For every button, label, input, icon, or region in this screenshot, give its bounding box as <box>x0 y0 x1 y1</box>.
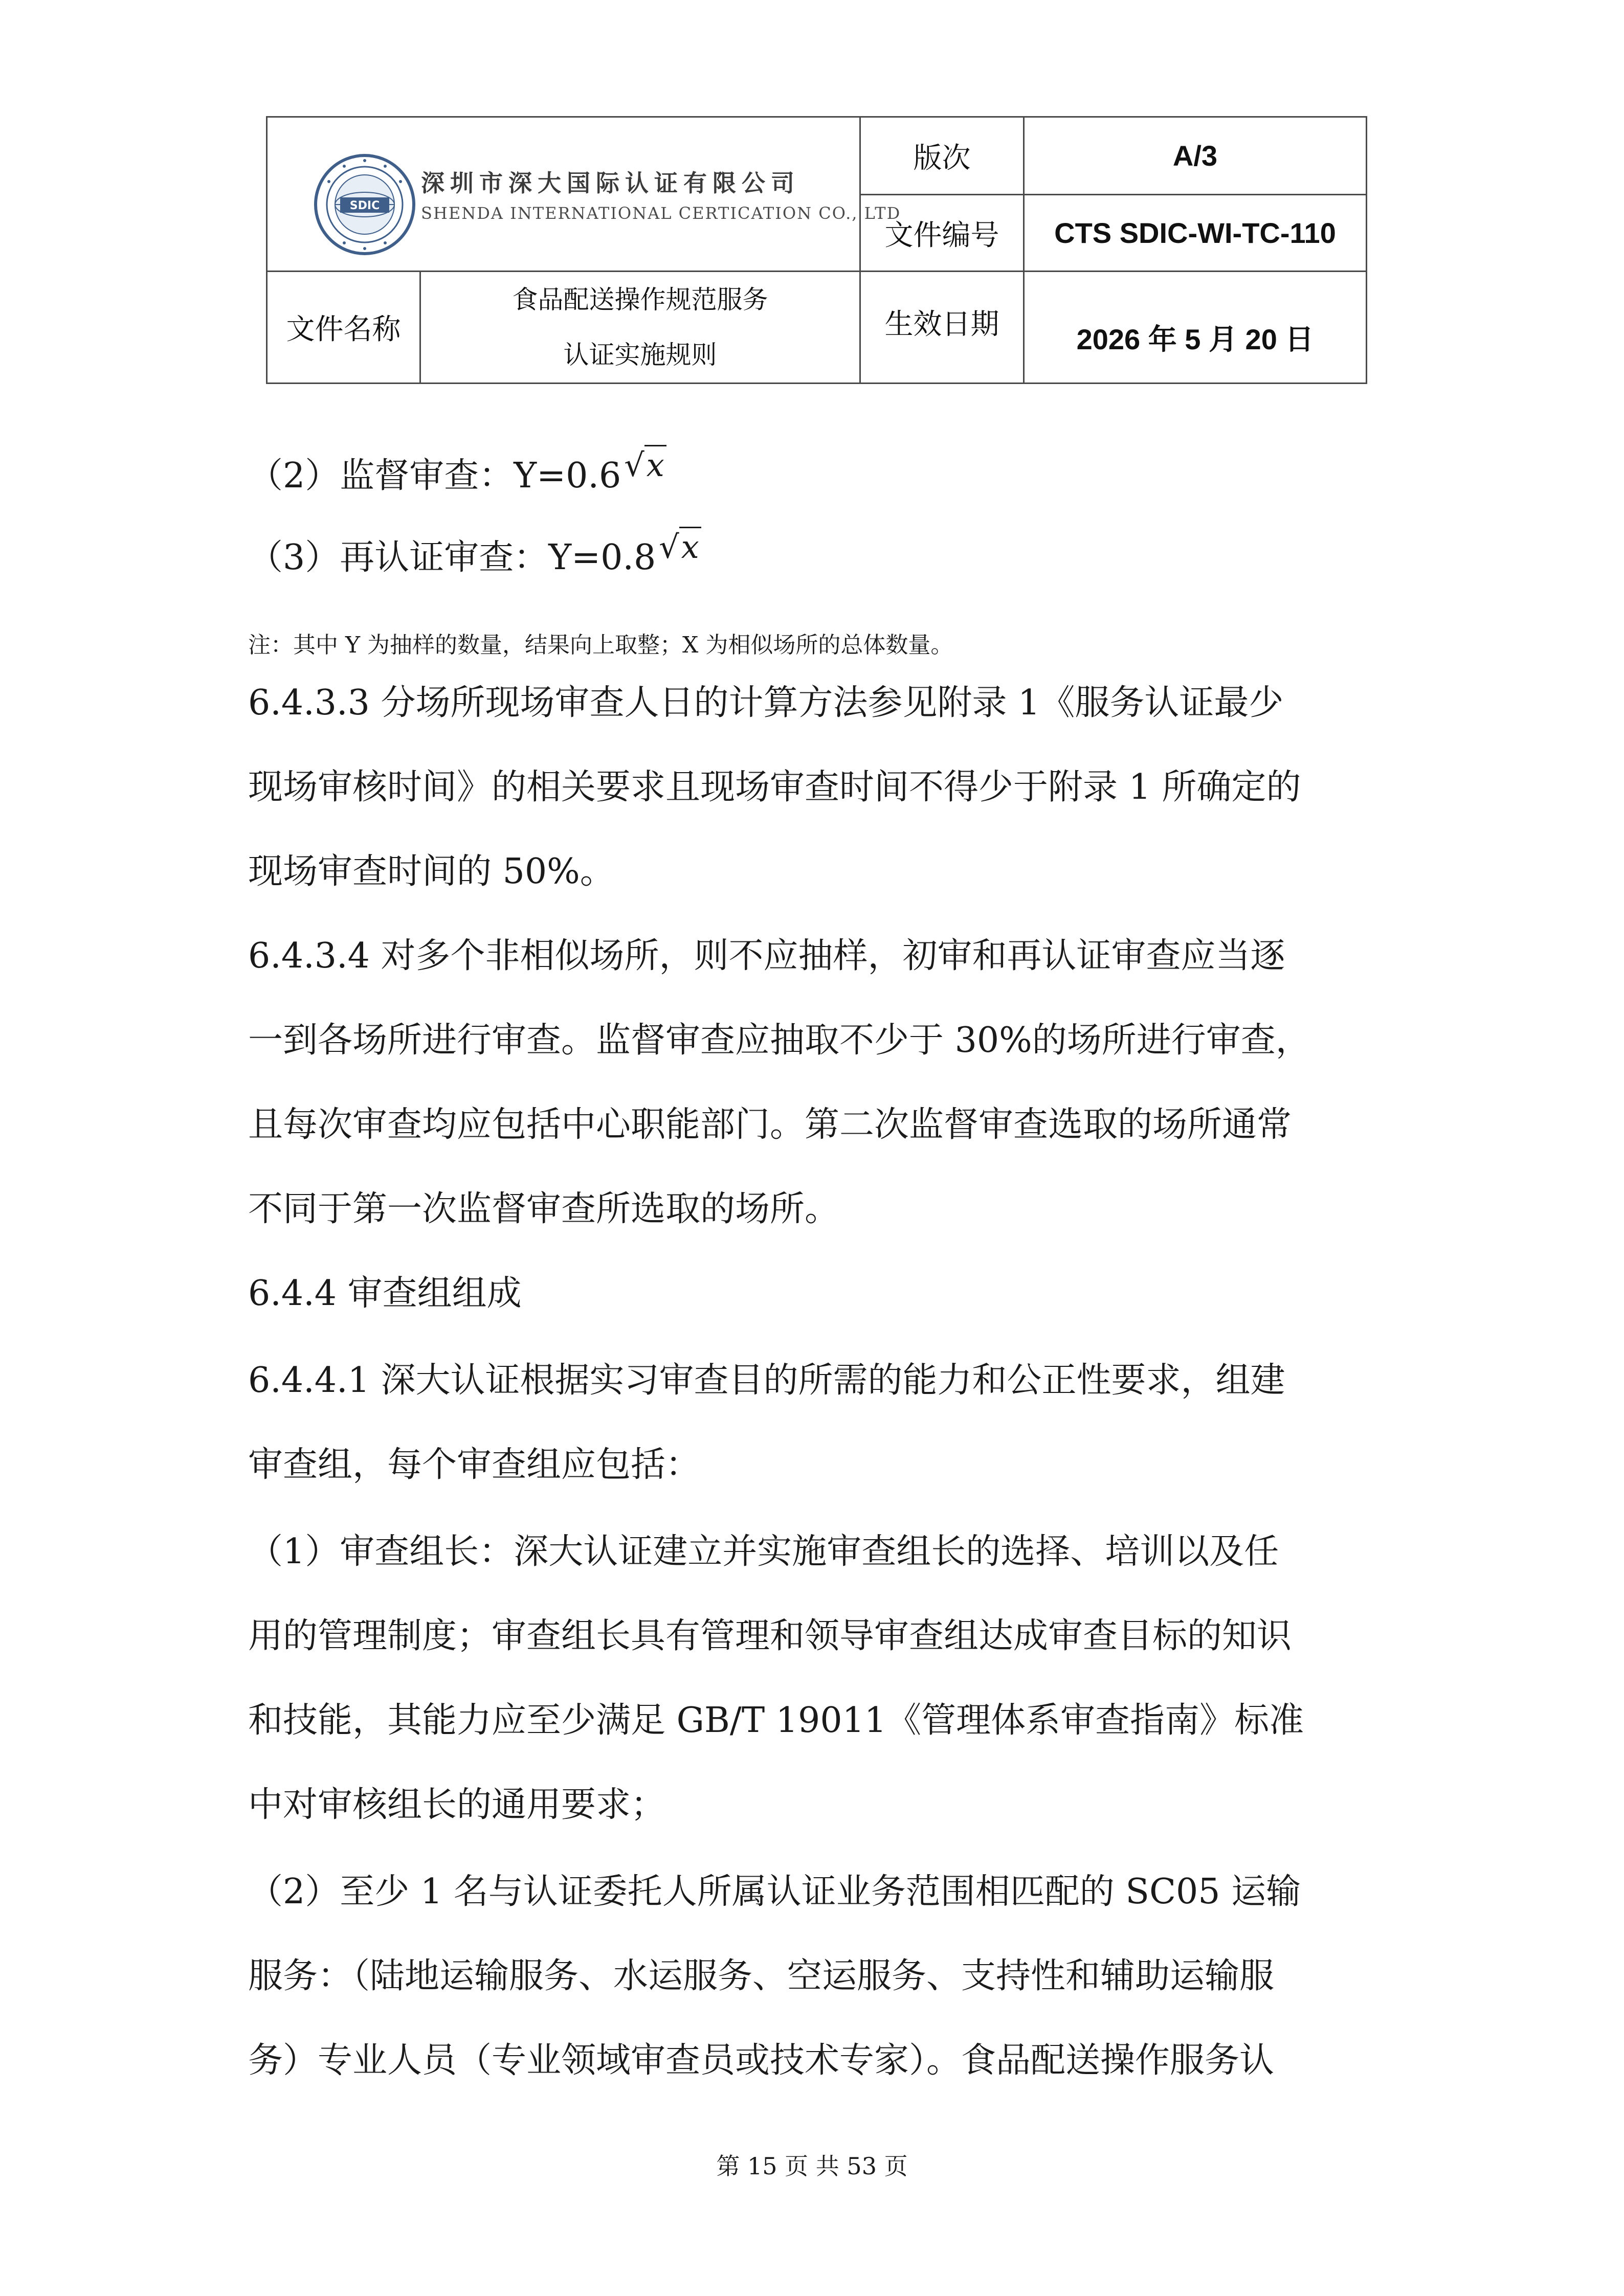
text-line: 6.4.3.4 对多个非相似场所，则不应抽样，初审和再认证审查应当逐 <box>248 936 1285 976</box>
company-name-cn: 深圳市深大国际认证有限公司 <box>421 169 800 197</box>
radicand: x <box>644 445 666 484</box>
svg-text:SDIC: SDIC <box>349 199 380 212</box>
square-root-icon: √x <box>624 445 666 486</box>
document-header-table <box>266 116 1367 384</box>
text-line: 服务：（陆地运输服务、水运服务、空运服务、支持性和辅助运输服 <box>248 1956 1275 1996</box>
text-line: 6.4.3.3 分场所现场审查人日的计算方法参见附录 1《服务认证最少 <box>248 683 1284 723</box>
section-heading: 6.4.4 审查组组成 <box>248 1273 522 1314</box>
text-line: 审查组，每个审查组应包括： <box>248 1445 701 1485</box>
text-line: 务）专业人员（专业领域审查员或技术专家）。食品配送操作服务认 <box>248 2040 1275 2081</box>
radicand: x <box>679 527 701 566</box>
text-line: 用的管理制度；审查组长具有管理和领导审查组达成审查目标的知识 <box>248 1616 1292 1656</box>
company-name-en: SHENDA INTERNATIONAL CERTICATION CO., LTD <box>421 204 901 223</box>
formula-recertification <box>248 527 1389 578</box>
docname-value <box>420 272 860 384</box>
docname-line-2: 认证实施规则 <box>563 340 717 370</box>
docname-label: 文件名称 <box>267 272 420 384</box>
formula-text: （2）监督审查：Y=0.6 <box>248 456 621 496</box>
company-seal-icon <box>314 153 416 256</box>
docno-label: 文件编号 <box>860 195 1024 272</box>
effective-date-label: 生效日期 <box>860 272 1024 384</box>
version-value: A/3 <box>1024 117 1367 195</box>
page-number: 第 15 页 共 53 页 <box>716 2152 908 2180</box>
text-line: （1）审查组长：深大认证建立并实施审查组长的选择、培训以及任 <box>248 1532 1279 1572</box>
docno-value: CTS SDIC-WI-TC-110 <box>1024 195 1367 272</box>
text-line: 和技能，其能力应至少满足 GB/T 19011《管理体系审查指南》标准 <box>248 1700 1304 1741</box>
text-line: 现场审查时间的 50%。 <box>248 851 615 892</box>
formula-surveillance <box>248 445 1389 497</box>
version-label: 版次 <box>860 117 1024 195</box>
text-line: 现场审核时间》的相关要求且现场审查时间不得少于附录 1 所确定的 <box>248 767 1301 807</box>
sampling-note: 注：其中 Y 为抽样的数量，结果向上取整；X 为相似场所的总体数量。 <box>248 632 953 658</box>
effective-date-value: 2026 年 5 月 20 日 <box>1024 272 1367 384</box>
text-line: 一到各场所进行审查。监督审查应抽取不少于 30%的场所进行审查， <box>248 1020 1310 1061</box>
text-line: 且每次审查均应包括中心职能部门。第二次监督审查选取的场所通常 <box>248 1105 1292 1145</box>
text-line: （2）至少 1 名与认证委托人所属认证业务范围相匹配的 SC05 运输 <box>248 1872 1301 1912</box>
text-line: 不同于第一次监督审查所选取的场所。 <box>248 1189 840 1229</box>
formula-text: （3）再认证审查：Y=0.8 <box>248 537 656 578</box>
text-line: 中对审核组长的通用要求； <box>248 1785 666 1825</box>
company-logo-cell <box>267 117 901 272</box>
docname-line-1: 食品配送操作规范服务 <box>512 285 768 314</box>
text-line: 6.4.4.1 深大认证根据实习审查目的所需的能力和公正性要求，组建 <box>248 1360 1285 1401</box>
square-root-icon: √x <box>659 527 701 568</box>
